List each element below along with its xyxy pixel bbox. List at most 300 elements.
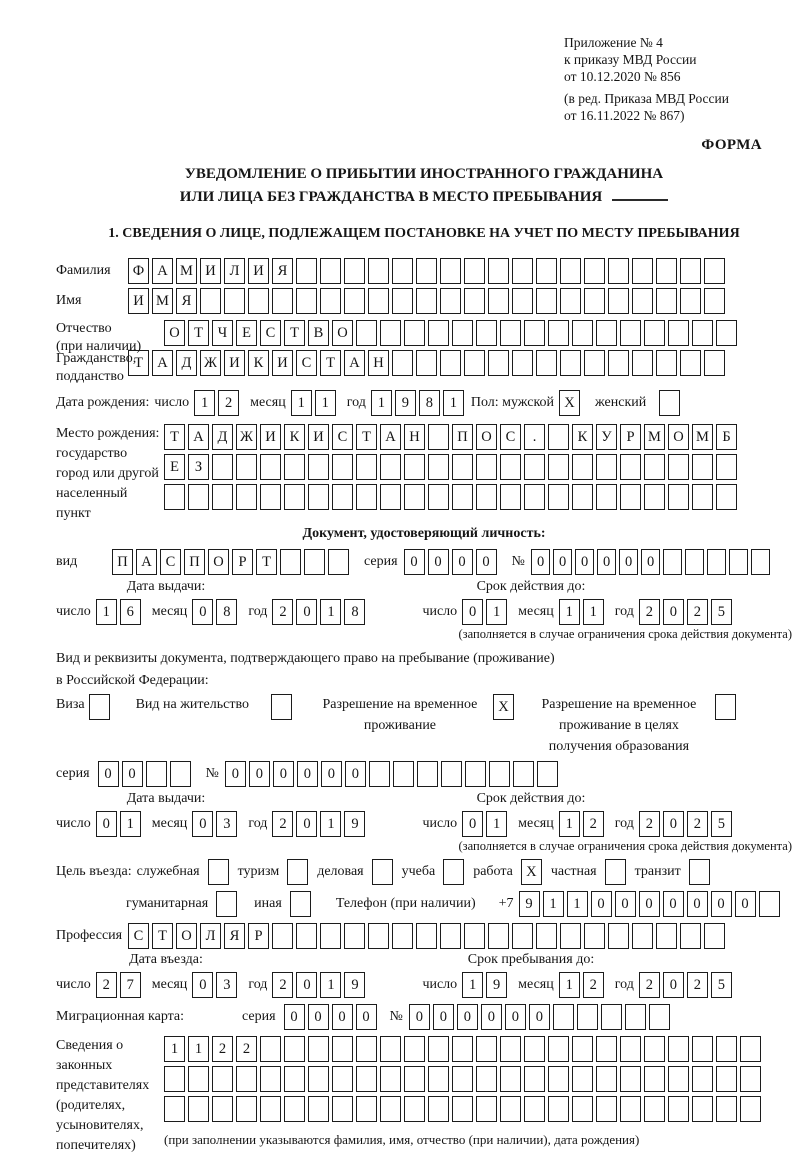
char-cell: [212, 1066, 233, 1092]
char-cell: [680, 923, 701, 949]
char-cell: [404, 454, 425, 480]
edu-residence-line3: получения образования: [548, 739, 690, 754]
char-cell: [392, 288, 413, 314]
char-cell: Р: [620, 424, 641, 450]
char-cell: [596, 320, 617, 346]
char-cell: [476, 1096, 497, 1122]
char-cell: [280, 549, 301, 575]
char-cell: В: [308, 320, 329, 346]
char-cell: [164, 1096, 185, 1122]
char-cell: [572, 1036, 593, 1062]
char-cell: [668, 1096, 689, 1122]
firstname-cells: [128, 288, 728, 314]
char-cell: [704, 923, 725, 949]
validity-heading: Срок действия до:: [476, 579, 586, 594]
char-cell: А: [188, 424, 209, 450]
char-cell: А: [380, 424, 401, 450]
day-label: число: [56, 977, 91, 992]
char-cell: 7: [120, 972, 141, 998]
char-cell: [692, 484, 713, 510]
representatives-block: [56, 1036, 792, 1156]
char-cell: 9: [344, 811, 365, 837]
char-cell: [632, 288, 653, 314]
representatives-label-line4: (родителях,: [56, 1098, 126, 1113]
citizenship-cells: [128, 350, 728, 376]
char-cell: К: [572, 424, 593, 450]
char-cell: [416, 923, 437, 949]
char-cell: 0: [452, 549, 473, 575]
char-cell: 3: [216, 972, 237, 998]
stay-date-headers: [56, 791, 792, 809]
day-label: число: [422, 604, 458, 619]
stay-dates-row: [56, 809, 792, 839]
char-cell: [584, 258, 605, 284]
char-cell: [146, 761, 167, 787]
month-label: месяц: [151, 604, 188, 619]
char-cell: [577, 1004, 598, 1030]
issue-date-heading: Дата выдачи:: [126, 579, 206, 594]
char-cell: [284, 454, 305, 480]
char-cell: [188, 1066, 209, 1092]
char-cell: [500, 1036, 521, 1062]
phone-prefix: +7: [498, 896, 514, 911]
char-cell: 2: [639, 972, 660, 998]
char-cell: А: [152, 350, 173, 376]
char-cell: [524, 1036, 545, 1062]
char-cell: [704, 350, 725, 376]
char-cell: Е: [236, 320, 257, 346]
char-cell: [685, 549, 705, 575]
month-label: месяц: [250, 395, 286, 410]
char-cell: 1: [559, 811, 580, 837]
char-cell: [452, 484, 473, 510]
birthplace-label: [56, 424, 164, 524]
stay-doc-series-row: [56, 758, 792, 790]
stay-issue-month-cells: [192, 811, 240, 837]
char-cell: [368, 923, 389, 949]
char-cell: [548, 1036, 569, 1062]
char-cell: Ж: [236, 424, 257, 450]
char-cell: [572, 484, 593, 510]
entry-year-cells: [272, 972, 368, 998]
char-cell: 1: [291, 390, 312, 416]
male-checkbox: X: [559, 390, 580, 416]
number-sign: №: [389, 1009, 403, 1024]
year-label: год: [614, 604, 634, 619]
char-cell: [260, 1036, 281, 1062]
char-cell: 1: [486, 811, 507, 837]
char-cell: [536, 923, 557, 949]
purpose-other-label: иная: [254, 896, 282, 911]
month-label: месяц: [151, 816, 188, 831]
stay-doc-options-row: [56, 694, 792, 758]
char-cell: 6: [120, 599, 141, 625]
char-cell: 0: [356, 1004, 377, 1030]
until-month-cells: [559, 972, 607, 998]
char-cell: [692, 1036, 713, 1062]
char-cell: [284, 1066, 305, 1092]
residence-permit-checkbox: [271, 694, 292, 720]
firstname-row: [56, 286, 792, 316]
char-cell: 2: [687, 599, 708, 625]
edu-residence-line1: Разрешение на временное: [541, 697, 697, 712]
char-cell: [560, 923, 581, 949]
char-cell: 0: [332, 1004, 353, 1030]
char-cell: [680, 350, 701, 376]
char-cell: [164, 484, 185, 510]
stay-until-heading: Срок пребывания до:: [467, 952, 595, 967]
purpose-transit-label: транзит: [634, 864, 681, 879]
char-cell: [428, 1066, 449, 1092]
char-cell: [308, 1066, 329, 1092]
char-cell: И: [308, 424, 329, 450]
char-cell: [380, 484, 401, 510]
char-cell: [452, 454, 473, 480]
char-cell: [440, 258, 461, 284]
appendix-note-line: (в ред. Приказа МВД России: [564, 91, 729, 106]
char-cell: Я: [224, 923, 245, 949]
char-cell: [707, 549, 727, 575]
char-cell: [236, 1066, 257, 1092]
char-cell: [644, 1036, 665, 1062]
char-cell: [512, 350, 533, 376]
char-cell: [488, 288, 509, 314]
year-label: год: [614, 816, 634, 831]
char-cell: [668, 320, 689, 346]
char-cell: 0: [122, 761, 143, 787]
entry-date-group: [56, 972, 368, 998]
char-cell: [620, 1066, 641, 1092]
char-cell: [656, 258, 677, 284]
char-cell: 0: [462, 811, 483, 837]
char-cell: [620, 454, 641, 480]
char-cell: 1: [559, 599, 580, 625]
char-cell: [260, 1066, 281, 1092]
char-cell: [572, 1096, 593, 1122]
char-cell: Т: [284, 320, 305, 346]
char-cell: [548, 1066, 569, 1092]
stay-number-cells: [225, 761, 561, 787]
char-cell: [668, 1036, 689, 1062]
char-cell: [656, 350, 677, 376]
char-cell: [308, 484, 329, 510]
char-cell: 1: [543, 891, 564, 917]
char-cell: З: [188, 454, 209, 480]
char-cell: И: [272, 350, 293, 376]
series-label: серия: [56, 766, 90, 781]
char-cell: 2: [236, 1036, 257, 1062]
char-cell: Н: [368, 350, 389, 376]
char-cell: [596, 1036, 617, 1062]
char-cell: [428, 1096, 449, 1122]
edu-residence-line2: проживание в целях: [559, 718, 679, 733]
purpose-study-label: учеба: [401, 864, 436, 879]
series-label: серия: [364, 554, 398, 569]
month-label: месяц: [518, 816, 554, 831]
char-cell: 0: [296, 599, 317, 625]
char-cell: 0: [296, 972, 317, 998]
char-cell: [692, 320, 713, 346]
char-cell: Р: [248, 923, 269, 949]
char-cell: [548, 320, 569, 346]
phone-label: Телефон (при наличии): [335, 896, 476, 911]
char-cell: 0: [553, 549, 573, 575]
char-cell: [452, 320, 473, 346]
appendix-block: [564, 34, 792, 124]
char-cell: [524, 484, 545, 510]
char-cell: .: [524, 424, 545, 450]
char-cell: [620, 1036, 641, 1062]
char-cell: 0: [462, 599, 483, 625]
char-cell: 0: [531, 549, 551, 575]
char-cell: Т: [152, 923, 173, 949]
char-cell: [668, 1066, 689, 1092]
birthplace-cells: [164, 424, 740, 510]
char-cell: Д: [176, 350, 197, 376]
char-cell: 0: [225, 761, 246, 787]
char-cell: 1: [371, 390, 392, 416]
validity-heading: Срок действия до:: [476, 791, 586, 806]
char-cell: [632, 923, 653, 949]
char-cell: [560, 288, 581, 314]
char-cell: [452, 1066, 473, 1092]
profession-row: [56, 921, 792, 951]
char-cell: [759, 891, 780, 917]
purpose-label: Цель въезда:: [56, 864, 132, 879]
patronymic-label-line2: (при наличии): [56, 339, 142, 354]
char-cell: Ф: [128, 258, 149, 284]
char-cell: И: [224, 350, 245, 376]
char-cell: [644, 454, 665, 480]
identity-issue-group: [56, 599, 368, 625]
char-cell: [248, 288, 269, 314]
char-cell: [356, 454, 377, 480]
patronymic-row: [56, 320, 792, 354]
char-cell: 0: [409, 1004, 430, 1030]
char-cell: 2: [583, 811, 604, 837]
char-cell: 0: [505, 1004, 526, 1030]
identity-expiry-year-cells: [639, 599, 735, 625]
char-cell: 1: [188, 1036, 209, 1062]
char-cell: [572, 454, 593, 480]
char-cell: 9: [395, 390, 416, 416]
char-cell: [620, 1096, 641, 1122]
stay-until-group: [422, 972, 734, 998]
char-cell: [553, 1004, 574, 1030]
title-underline: [612, 186, 668, 201]
char-cell: 2: [687, 811, 708, 837]
char-cell: [476, 484, 497, 510]
char-cell: [428, 1036, 449, 1062]
char-cell: [344, 923, 365, 949]
char-cell: [428, 484, 449, 510]
char-cell: 0: [321, 761, 342, 787]
citizenship-row: [56, 350, 792, 384]
char-cell: [188, 484, 209, 510]
char-cell: [524, 1096, 545, 1122]
char-cell: 0: [663, 891, 684, 917]
char-cell: [625, 1004, 646, 1030]
char-cell: 1: [567, 891, 588, 917]
char-cell: 0: [192, 599, 213, 625]
year-label: год: [248, 816, 268, 831]
char-cell: 0: [192, 972, 213, 998]
char-cell: [513, 761, 534, 787]
char-cell: [740, 1066, 761, 1092]
char-cell: 1: [320, 972, 341, 998]
char-cell: Ж: [200, 350, 221, 376]
identity-expiry-group: [422, 599, 734, 625]
char-cell: К: [284, 424, 305, 450]
form-label: ФОРМА: [701, 137, 762, 153]
char-cell: [440, 923, 461, 949]
char-cell: 2: [272, 599, 293, 625]
until-year-cells: [639, 972, 735, 998]
char-cell: [404, 1096, 425, 1122]
char-cell: [704, 258, 725, 284]
char-cell: [500, 484, 521, 510]
identity-expiry-month-cells: [559, 599, 607, 625]
birthdate-label: Дата рождения:: [56, 395, 150, 410]
representatives-cells: [164, 1036, 764, 1148]
char-cell: [656, 288, 677, 314]
char-cell: [644, 1066, 665, 1092]
char-cell: 5: [711, 972, 732, 998]
validity-note: (заполняется в случае ограничения срока действия документа): [458, 839, 792, 853]
migration-series-cells: [284, 1004, 380, 1030]
char-cell: [260, 454, 281, 480]
char-cell: [416, 258, 437, 284]
char-cell: [464, 923, 485, 949]
stay-expiry-month-cells: [559, 811, 607, 837]
char-cell: [537, 761, 558, 787]
char-cell: [404, 320, 425, 346]
char-cell: Д: [212, 424, 233, 450]
char-cell: [740, 1036, 761, 1062]
char-cell: [608, 923, 629, 949]
char-cell: М: [176, 258, 197, 284]
char-cell: О: [164, 320, 185, 346]
char-cell: [356, 1066, 377, 1092]
char-cell: У: [596, 424, 617, 450]
char-cell: [428, 454, 449, 480]
char-cell: [164, 1066, 185, 1092]
purpose-transit-checkbox: [689, 859, 710, 885]
doc-kind-cells: [112, 549, 352, 575]
char-cell: О: [208, 549, 229, 575]
char-cell: 2: [687, 972, 708, 998]
char-cell: [440, 350, 461, 376]
appendix-line: к приказу МВД России: [564, 52, 697, 67]
char-cell: [200, 288, 221, 314]
day-label: число: [422, 816, 458, 831]
appendix-line: от 10.12.2020 № 856: [564, 69, 681, 84]
char-cell: 3: [216, 811, 237, 837]
char-cell: А: [152, 258, 173, 284]
year-label: год: [248, 604, 268, 619]
char-cell: [464, 258, 485, 284]
char-cell: 2: [639, 811, 660, 837]
char-cell: 0: [591, 891, 612, 917]
char-cell: [716, 1096, 737, 1122]
char-cell: А: [344, 350, 365, 376]
char-cell: [320, 288, 341, 314]
char-cell: О: [176, 923, 197, 949]
char-cell: [716, 1036, 737, 1062]
identity-issue-month-cells: [192, 599, 240, 625]
temp-residence-checkbox: X: [493, 694, 514, 720]
until-day-cells: [462, 972, 510, 998]
char-cell: 0: [296, 811, 317, 837]
representatives-row1-cells: [164, 1036, 764, 1062]
char-cell: Я: [176, 288, 197, 314]
purpose-tourism-checkbox: [287, 859, 308, 885]
char-cell: [716, 454, 737, 480]
patronymic-cells: [164, 320, 740, 346]
stay-issue-year-cells: [272, 811, 368, 837]
char-cell: [404, 1036, 425, 1062]
stay-series-cells: [98, 761, 194, 787]
char-cell: 0: [663, 599, 684, 625]
representatives-label-line5: усыновителях,: [56, 1118, 144, 1133]
purpose-study-checkbox: [443, 859, 464, 885]
residence-permit-label: Вид на жительство: [135, 697, 249, 712]
char-cell: [284, 1096, 305, 1122]
char-cell: 1: [96, 599, 117, 625]
purpose-commercial-label: деловая: [317, 864, 364, 879]
char-cell: [308, 1096, 329, 1122]
char-cell: С: [500, 424, 521, 450]
char-cell: [572, 320, 593, 346]
profession-cells: [128, 923, 728, 949]
char-cell: 2: [639, 599, 660, 625]
birthplace-row2-cells: [164, 454, 740, 480]
char-cell: [560, 258, 581, 284]
representatives-label: [56, 1036, 164, 1156]
char-cell: [704, 288, 725, 314]
char-cell: Л: [200, 923, 221, 949]
char-cell: [393, 761, 414, 787]
doc-series-cells: [404, 549, 500, 575]
char-cell: 1: [486, 599, 507, 625]
char-cell: [608, 350, 629, 376]
entry-day-cells: [96, 972, 144, 998]
char-cell: 1: [443, 390, 464, 416]
char-cell: [441, 761, 462, 787]
char-cell: [392, 350, 413, 376]
birthplace-label-line4: населенный пункт: [56, 486, 128, 521]
char-cell: [344, 288, 365, 314]
char-cell: [548, 454, 569, 480]
representatives-note: (при заполнении указываются фамилия, имя, отчество (при наличии), дата рождения): [164, 1132, 640, 1147]
title-line-2-text: ИЛИ ЛИЦА БЕЗ ГРАЖДАНСТВА В МЕСТО ПРЕБЫВАНИЯ: [179, 189, 603, 205]
char-cell: 0: [575, 549, 595, 575]
char-cell: [356, 320, 377, 346]
series-label: серия: [242, 1009, 276, 1024]
char-cell: 0: [663, 811, 684, 837]
purpose-business-checkbox: [208, 859, 229, 885]
surname-label: Фамилия: [56, 263, 111, 278]
char-cell: И: [128, 288, 149, 314]
char-cell: [716, 484, 737, 510]
char-cell: И: [200, 258, 221, 284]
char-cell: [488, 350, 509, 376]
identity-issue-day-cells: [96, 599, 144, 625]
char-cell: Т: [128, 350, 149, 376]
char-cell: 0: [615, 891, 636, 917]
doc-kind-label: вид: [56, 554, 78, 569]
char-cell: [524, 1066, 545, 1092]
